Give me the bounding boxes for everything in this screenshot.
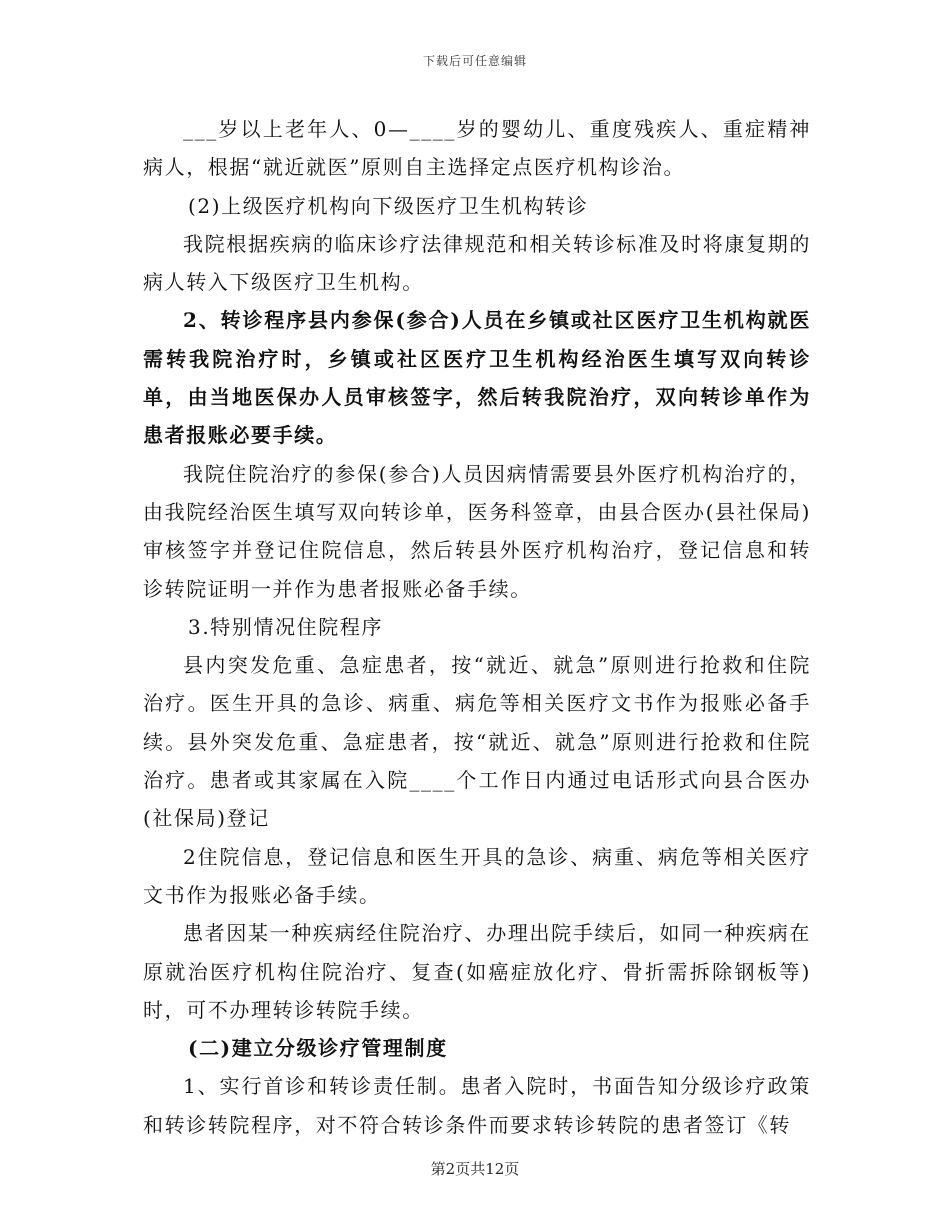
paragraph-repeat-admission: 患者因某一种疾病经住院治疗、办理出院手续后，如同一种疾病在原就治医疗机构住院治疗、复查(如癌症放化疗、骨折需拆除钢板等)时，可不办理转诊转院手续。 (143, 921, 811, 1022)
paragraph-downward-referral: 我院根据疾病的临床诊疗法律规范和相关转诊标准及时将康复期的病人转入下级医疗卫生机构。 (143, 231, 811, 295)
paragraph-admission-registration: 2住院信息，登记信息和医生开具的急诊、病重、病危等相关医疗文书作为报账必备手续。 (143, 844, 811, 907)
paragraph-emergency-admission: 县内突发危重、急症患者，按“就近、就急”原则进行抢救和住院治疗。医生开具的急诊、病重、病危等相关医疗文书作为报账必备手续。县外突发危重、急症患者，按“就近、就急”原则进行抢救和住院治疗。患者或其家属在入院____个工作日内通过电话形式向县合医办(社保局)登记 (143, 653, 811, 831)
paragraph-eligible-groups: ___岁以上老年人、0—____岁的婴幼儿、重度残疾人、重症精神病人，根据“就近就医”原则自主选择定点医疗机构诊治。 (143, 117, 811, 180)
paragraph-referral-procedure: 2、转诊程序县内参保(参合)人员在乡镇或社区医疗卫生机构就医需转我院治疗时，乡镇或社区医疗卫生机构经治医生填写双向转诊单，由当地医保办人员审核签字，然后转我院治疗，双向转诊单作为患者报账必要手续。 (143, 308, 811, 448)
page-number: 第2页共12页 (430, 1160, 520, 1178)
section-heading-special-admission: 3.特别情况住院程序 (188, 614, 384, 639)
paragraph-first-visit-responsibility: 1、实行首诊和转诊责任制。患者入院时，书面告知分级诊疗政策和转诊转院程序，对不符合转诊条件而要求转诊转院的患者签订《转 (143, 1074, 811, 1137)
section-heading-downward-referral: (2)上级医疗机构向下级医疗卫生机构转诊 (188, 193, 589, 218)
paragraph-out-of-county-referral: 我院住院治疗的参保(参合)人员因病情需要县外医疗机构治疗的，由我院经治医生填写双向转诊单，医务科签章，由县合医办(县社保局)审核签字并登记住院信息，然后转县外医疗机构治疗，登记信息和转诊转院证明一并作为患者报账必备手续。 (143, 461, 811, 601)
document-body (143, 110, 811, 1144)
section-heading-tiered-care: (二)建立分级诊疗管理制度 (188, 1036, 448, 1061)
document-header: 下载后可任意编辑 (422, 54, 527, 68)
